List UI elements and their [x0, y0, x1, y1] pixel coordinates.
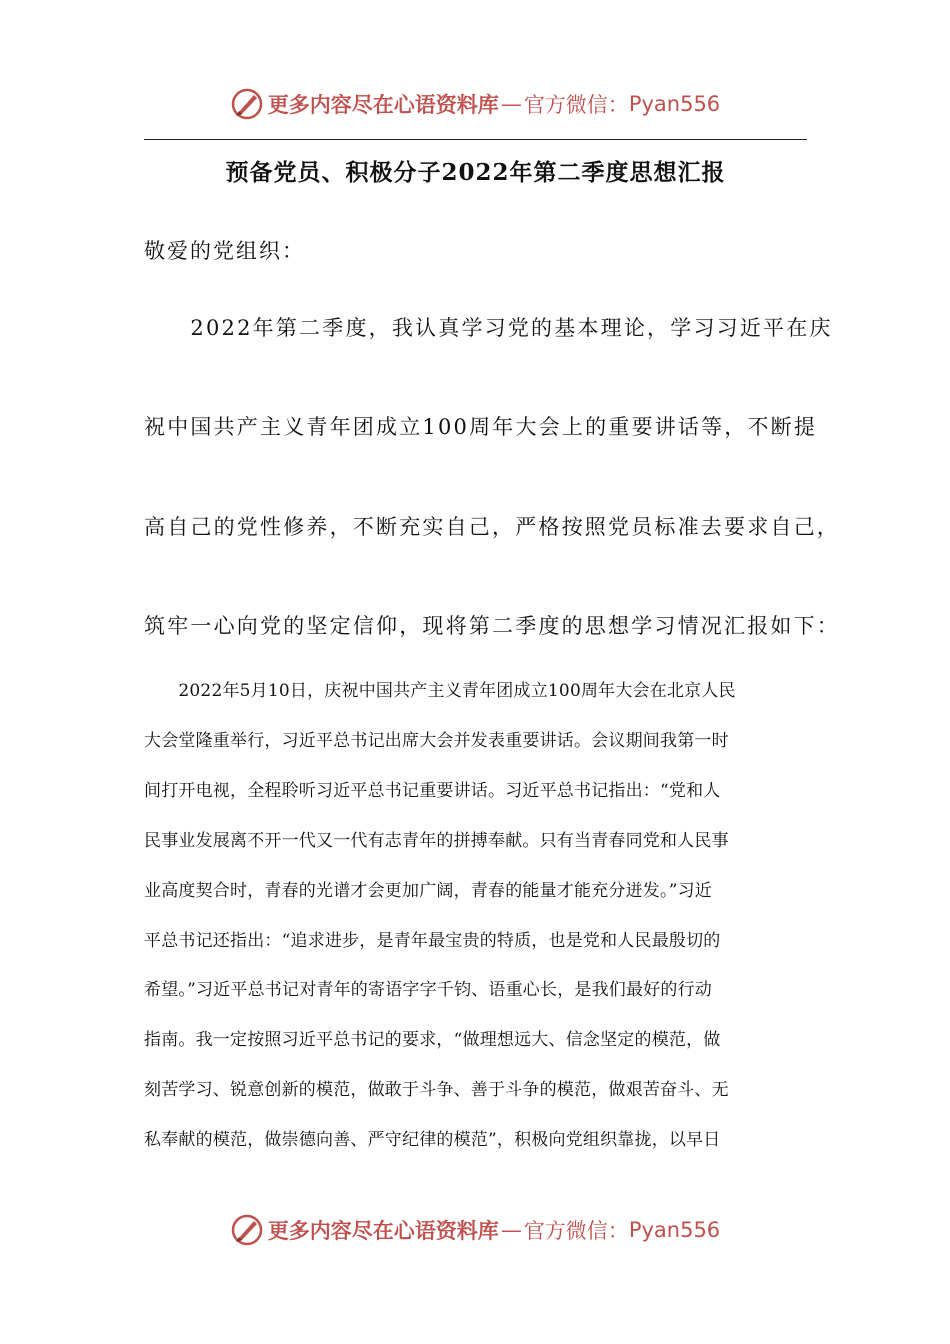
- banner-wechat-id: Pyan556: [628, 92, 721, 116]
- paragraph-1-line: 筑牢一心向党的坚定信仰，现将第二季度的思想学习情况汇报如下：: [144, 614, 840, 638]
- paragraph-1-line: 2022年第二季度，我认真学习党的基本理论，学习习近平在庆: [144, 316, 833, 340]
- paragraph-2-line: 刻苦学习、锐意创新的模范，做敢于斗争、善于斗争的模范，做艰苦奋斗、无: [144, 1080, 729, 1100]
- pen-logo-icon: [230, 1213, 264, 1247]
- document-title: 预备党员、积极分子2022年第二季度思想汇报: [225, 159, 726, 186]
- header-banner: [0, 84, 950, 124]
- footer-banner: [0, 1210, 950, 1250]
- banner-wechat-id: Pyan556: [628, 1218, 721, 1242]
- header-divider: [144, 139, 807, 140]
- banner-text: 更多内容尽在心语资料库: [267, 1218, 499, 1243]
- banner-text: 更多内容尽在心语资料库: [267, 92, 499, 117]
- paragraph-2-line: 平总书记还指出：“追求进步，是青年最宝贵的特质，也是党和人民最殷切的: [144, 931, 721, 951]
- paragraph-2-line: 2022年5月10日，庆祝中国共产主义青年团成立100周年大会在北京人民: [144, 681, 736, 701]
- banner-dash: —: [500, 1218, 522, 1242]
- paragraph-2-line: 私奉献的模范，做崇德向善、严守纪律的模范”，积极向党组织靠拢，以早日: [144, 1130, 721, 1150]
- paragraph-1-line: 祝中国共产主义青年团成立100周年大会上的重要讲话等，不断提: [144, 415, 818, 439]
- banner-dash: —: [500, 92, 522, 116]
- banner-wechat-label: 官方微信：: [523, 1219, 629, 1243]
- paragraph-2-line: 大会堂隆重举行，习近平总书记出席大会并发表重要讲话。会议期间我第一时: [144, 731, 729, 751]
- paragraph-2-line: 指南。我一定按照习近平总书记的要求，“做理想远大、信念坚定的模范，做: [144, 1030, 721, 1050]
- banner-wechat-label: 官方微信：: [523, 93, 629, 117]
- paragraph-1-line: 高自己的党性修养，不断充实自己，严格按照党员标准去要求自己，: [144, 515, 840, 539]
- greeting: 敬爱的党组织：: [144, 239, 305, 263]
- pen-logo-icon: [230, 87, 264, 121]
- paragraph-2-line: 业高度契合时，青春的光谱才会更加广阔，青春的能量才能充分迸发。”习近: [144, 881, 712, 901]
- paragraph-2-line: 民事业发展离不开一代又一代有志青年的拼搏奉献。只有当青春同党和人民事: [144, 831, 729, 851]
- paragraph-2-line: 希望。”习近平总书记对青年的寄语字字千钧、语重心长，是我们最好的行动: [144, 980, 712, 1000]
- paragraph-2-line: 间打开电视，全程聆听习近平总书记重要讲话。习近平总书记指出：“党和人: [144, 781, 721, 801]
